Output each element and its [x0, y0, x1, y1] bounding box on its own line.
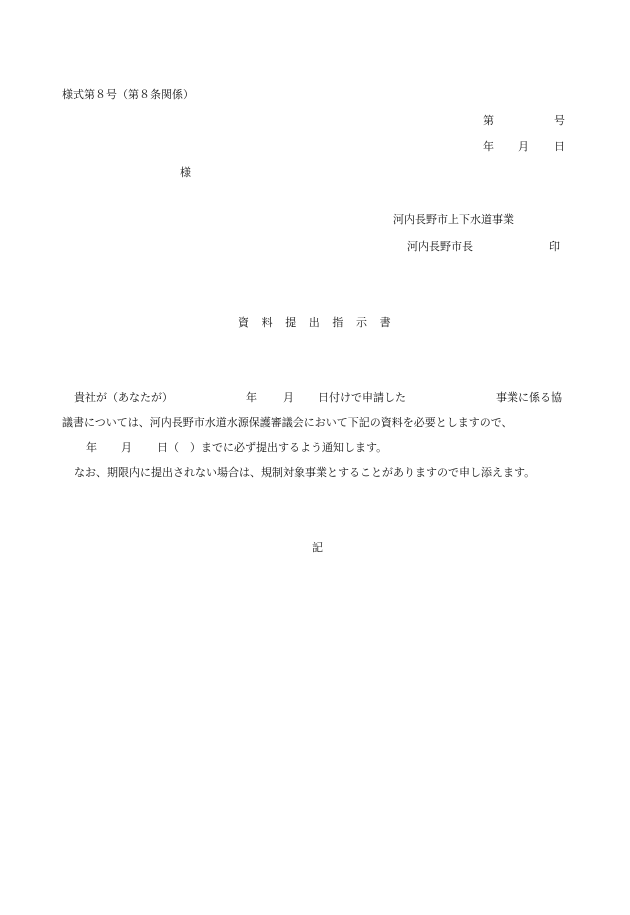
record-heading: 記: [312, 541, 323, 554]
body-line1-end: 事業に係る協: [496, 391, 562, 404]
addressee-honorific: 様: [180, 166, 191, 179]
body-line1-month: 月: [283, 391, 294, 404]
issue-date-day: 日: [554, 140, 565, 153]
document-title: 資 料 提 出 指 示 書: [238, 316, 392, 329]
issuer-organization: 河内長野市上下水道事業: [393, 213, 514, 226]
body-line1-middle: 日付けで申請した: [318, 391, 406, 404]
issuer-title: 河内長野市長: [407, 240, 473, 253]
deadline-year: 年: [86, 441, 97, 454]
form-number-label: 様式第８号（第８条関係）: [62, 88, 194, 101]
body-line1-start: 貴社が（あなたが）: [74, 391, 173, 404]
document-number-prefix: 第: [483, 114, 494, 127]
issuer-seal-mark: 印: [549, 240, 560, 253]
document-number-suffix: 号: [554, 114, 565, 127]
issue-date-month: 月: [518, 140, 529, 153]
deadline-month: 月: [121, 441, 132, 454]
deadline-day-text: 日（ ）までに必ず提出するよう通知します。: [157, 441, 388, 454]
issue-date-year: 年: [483, 140, 494, 153]
body-line2: 議書については、河内長野市水道水源保護審議会において下記の資料を必要としますので、: [62, 416, 513, 429]
body-line1-year: 年: [246, 391, 257, 404]
body-line4: なお、期限内に提出されない場合は、規制対象事業とすることがありますので申し添えます。: [74, 466, 536, 479]
